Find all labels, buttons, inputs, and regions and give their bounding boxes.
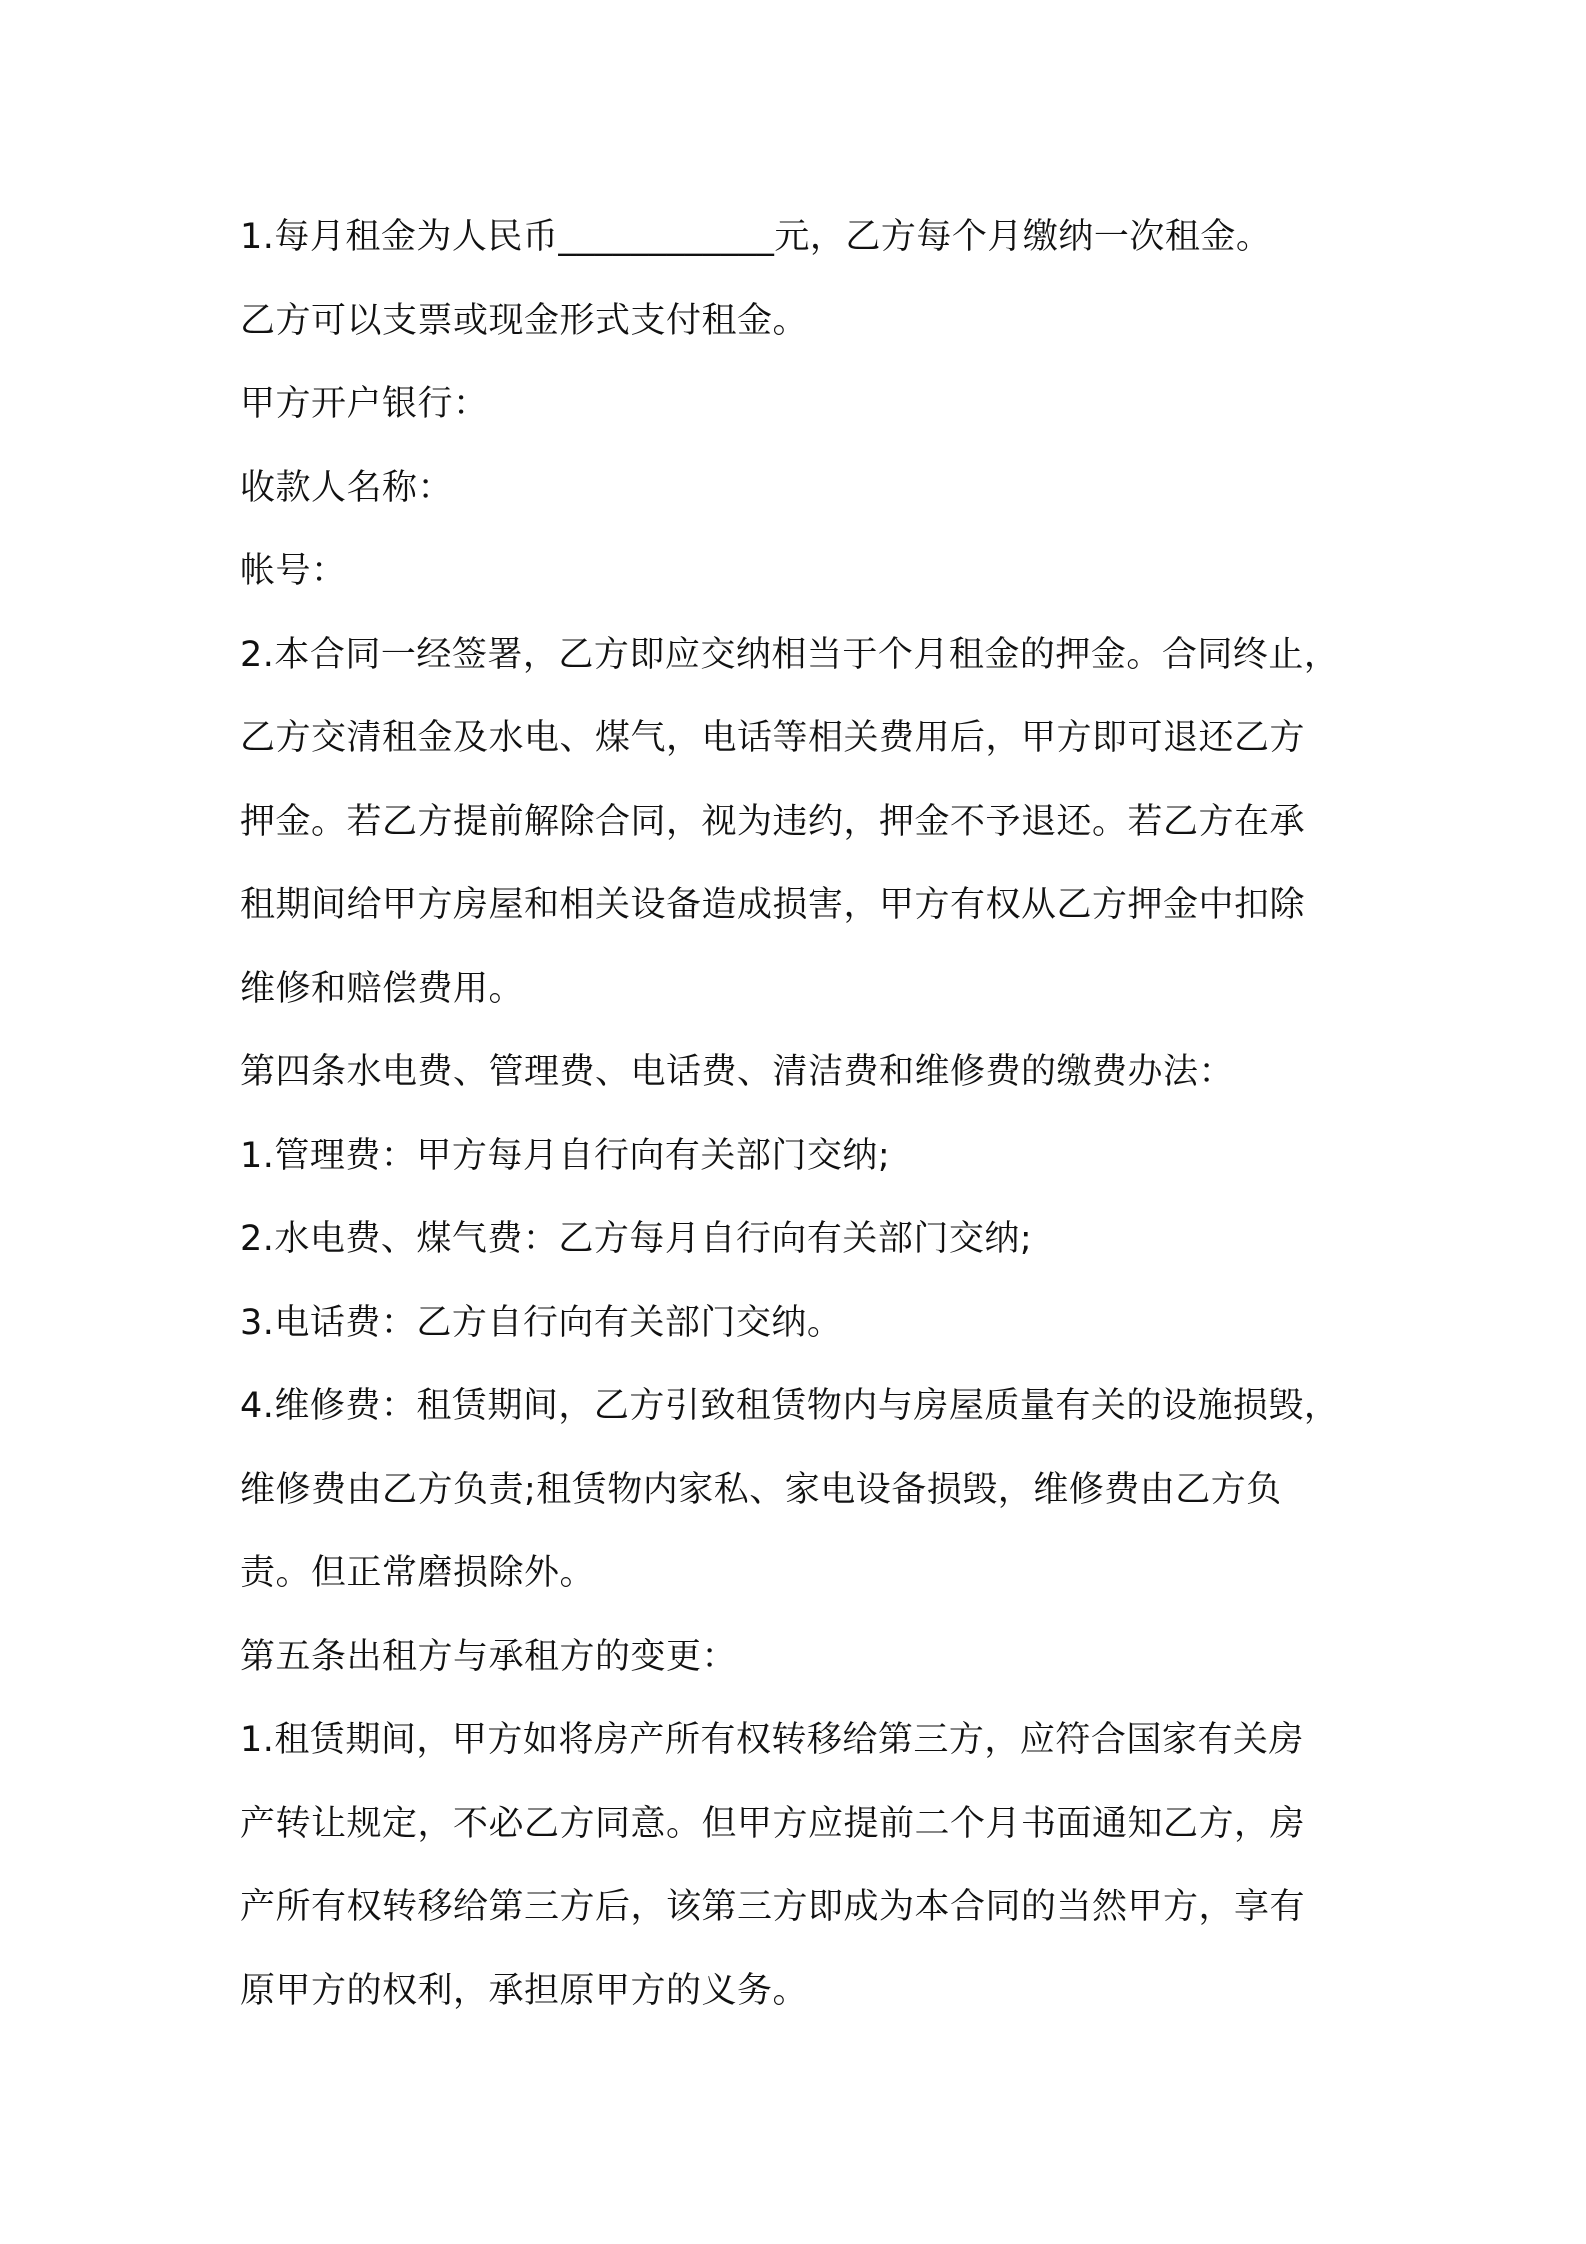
repair-fee-line-1: 4.维修费：租赁期间，乙方引致租赁物内与房屋质量有关的设施损毁， xyxy=(240,1386,1340,1426)
payee-name-label: 收款人名称： xyxy=(240,467,454,508)
deposit-clause-line-2: 乙方交清租金及水电、煤气，电话等相关费用后，甲方即可退还乙方 xyxy=(240,718,1306,758)
document-body xyxy=(240,196,1360,2033)
deposit-clause-line-4: 租期间给甲方房屋和相关设备造成损害，甲方有权从乙方押金中扣除 xyxy=(240,885,1306,925)
ownership-transfer-line-4: 原甲方的权利，承担原甲方的义务。 xyxy=(240,1970,809,2011)
rent-amount-line: 1.每月租金为人民币____________元，乙方每个月缴纳一次租金。 xyxy=(240,217,1272,257)
ownership-transfer-line-1: 1.租赁期间，甲方如将房产所有权转移给第三方，应符合国家有关房 xyxy=(240,1720,1304,1760)
repair-fee-line-3: 责。但正常磨损除外。 xyxy=(240,1553,596,1593)
bank-account-label: 甲方开户银行： xyxy=(240,384,489,424)
deposit-clause-line-3: 押金。若乙方提前解除合同，视为违约，押金不予退还。若乙方在承 xyxy=(240,801,1306,842)
ownership-transfer-line-3: 产所有权转移给第三方后，该第三方即成为本合同的当然甲方，享有 xyxy=(240,1887,1306,1927)
utility-fee-line: 2.水电费、煤气费：乙方每月自行向有关部门交纳; xyxy=(240,1219,1033,1259)
deposit-clause-line-5: 维修和赔偿费用。 xyxy=(240,968,525,1009)
management-fee-line: 1.管理费：甲方每月自行向有关部门交纳; xyxy=(240,1135,891,1176)
account-number-label: 帐号： xyxy=(240,551,347,591)
article-four-heading: 第四条水电费、管理费、电话费、清洁费和维修费的缴费办法： xyxy=(240,1052,1235,1092)
article-five-heading: 第五条出租方与承租方的变更： xyxy=(240,1636,738,1677)
phone-fee-line: 3.电话费：乙方自行向有关部门交纳。 xyxy=(240,1302,843,1343)
repair-fee-line-2: 维修费由乙方负责;租赁物内家私、家电设备损毁，维修费由乙方负 xyxy=(240,1469,1282,1510)
payment-method-line: 乙方可以支票或现金形式支付租金。 xyxy=(240,300,809,341)
ownership-transfer-line-2: 产转让规定，不必乙方同意。但甲方应提前二个月书面通知乙方，房 xyxy=(240,1803,1306,1844)
deposit-clause-line-1: 2.本合同一经签署，乙方即应交纳相当于个月租金的押金。合同终止， xyxy=(240,634,1340,675)
